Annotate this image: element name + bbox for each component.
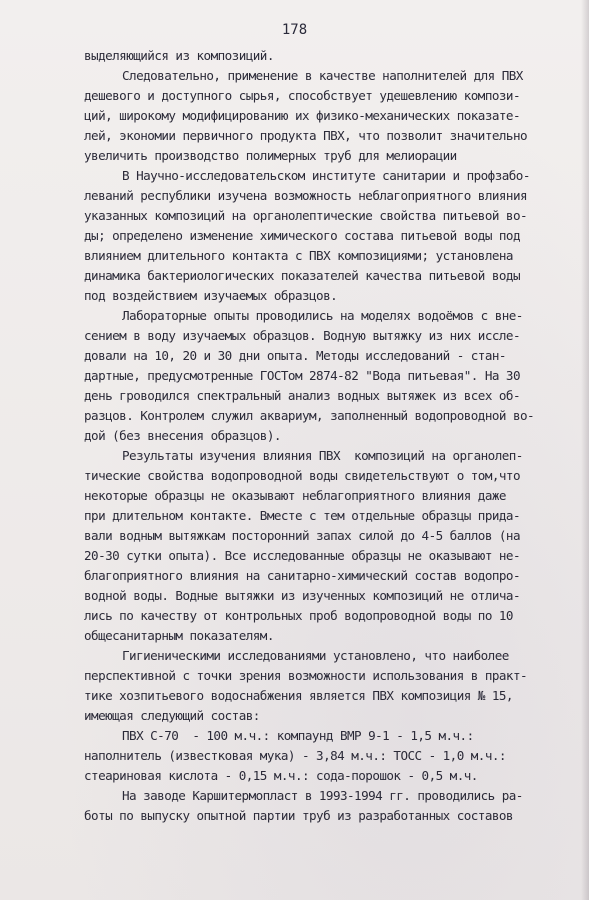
text-line: выделяющийся из композиций. xyxy=(84,48,274,63)
text-line: водной воды. Водные вытяжки из изученных композиций не отлича- xyxy=(84,588,520,603)
text-line: указанных композиций на органолептические свойства питьевой во- xyxy=(84,208,528,223)
text-line: дартные, предусмотренные ГОСТом 2874-82 "Вода питьевая". На 30 xyxy=(84,368,520,383)
text-line: влиянием длительного контакта с ПВХ композициями; установлена xyxy=(84,248,513,263)
text-line: некоторые образцы не оказывают неблагоприятного влияния даже xyxy=(84,488,506,503)
text-line: под воздействием изучаемых образцов. xyxy=(84,288,338,303)
text-line: дешевого и доступного сырья, способствует удешевлению компози- xyxy=(84,88,520,103)
text-line: леваний республики изучена возможность неблагоприятного влияния xyxy=(84,188,528,203)
text-line: лись по качеству от контрольных проб водопроводной воды по 10 xyxy=(84,608,513,623)
text-line: Следовательно, применение в качестве наполнителей для ПВХ xyxy=(122,68,523,83)
text-line: боты по выпуску опытной партии труб из разработанных составов xyxy=(84,808,513,823)
text-line: наполнитель (известковая мука) - 3,84 м.ч.: ТОСС - 1,0 м.ч.: xyxy=(84,748,506,763)
text-line: На заводе Каршитермопласт в 1993-1994 гг. проводились ра- xyxy=(122,788,523,803)
text-line: стеариновая кислота - 0,15 м.ч.: сода-порошок - 0,5 м.ч. xyxy=(84,768,478,783)
text-line: день гроводился спектральный анализ водных вытяжек из всех об- xyxy=(84,388,520,403)
text-line: разцов. Контролем служил аквариум, заполненный водопроводной во- xyxy=(84,408,535,423)
text-line: Результаты изучения влияния ПВХ композиций на органолеп- xyxy=(122,448,523,463)
text-line: ций, широкому модифицированию их физико-механических показате- xyxy=(84,108,520,123)
text-line: Лабораторные опыты проводились на моделях водоёмов с внe- xyxy=(122,308,523,323)
text-line: благоприятного влияния на санитарно-химический состав водопро- xyxy=(84,568,520,583)
text-line: имеющая следующий состав: xyxy=(84,708,260,723)
text-line: лей, экономии первичного продукта ПВХ, что позволит значительно xyxy=(84,128,528,143)
text-line: Гигиеническими исследованиями установлено, что наиболее xyxy=(122,648,509,663)
text-line: ПВХ С-70 - 100 м.ч.: компаунд ВМР 9-1 - 1,5 м.ч.: xyxy=(122,728,474,743)
text-line: увеличить производство полимерных труб для мелиорации xyxy=(84,148,457,163)
text-line: 20-30 сутки опыта). Все исследованные образцы не оказывают не- xyxy=(84,548,520,563)
text-line: ды; определено изменение химического состава питьевой воды под xyxy=(84,228,520,243)
text-line: сением в воду изучаемых образцов. Водную вытяжку из них иссле- xyxy=(84,328,520,343)
text-line: дой (без внесения образцов). xyxy=(84,428,281,443)
text-line: общесанитарным показателям. xyxy=(84,628,274,643)
text-line: тике хозпитьевого водоснабжения является ПВХ композиция № 15, xyxy=(84,688,513,703)
text-line: перспективной с точки зрения возможности использования в практ- xyxy=(84,668,528,683)
text-line: при длительном контакте. Вместе с тем отдельные образцы прида- xyxy=(84,508,520,523)
text-line: тические свойства водопроводной воды свидетельствуют о том,что xyxy=(84,468,520,483)
text-line: В Научно-исследовательском институте санитарии и профзабо- xyxy=(122,168,530,183)
text-line: динамика бактериологических показателей качества питьевой воды xyxy=(84,268,520,283)
page-number: 178 xyxy=(281,22,308,38)
text-line: довали на 10, 20 и 30 дни опыта. Методы исследований - стан- xyxy=(84,348,506,363)
text-line: вали водным вытяжкам посторонний запах силой до 4-5 баллов (на xyxy=(84,528,520,543)
